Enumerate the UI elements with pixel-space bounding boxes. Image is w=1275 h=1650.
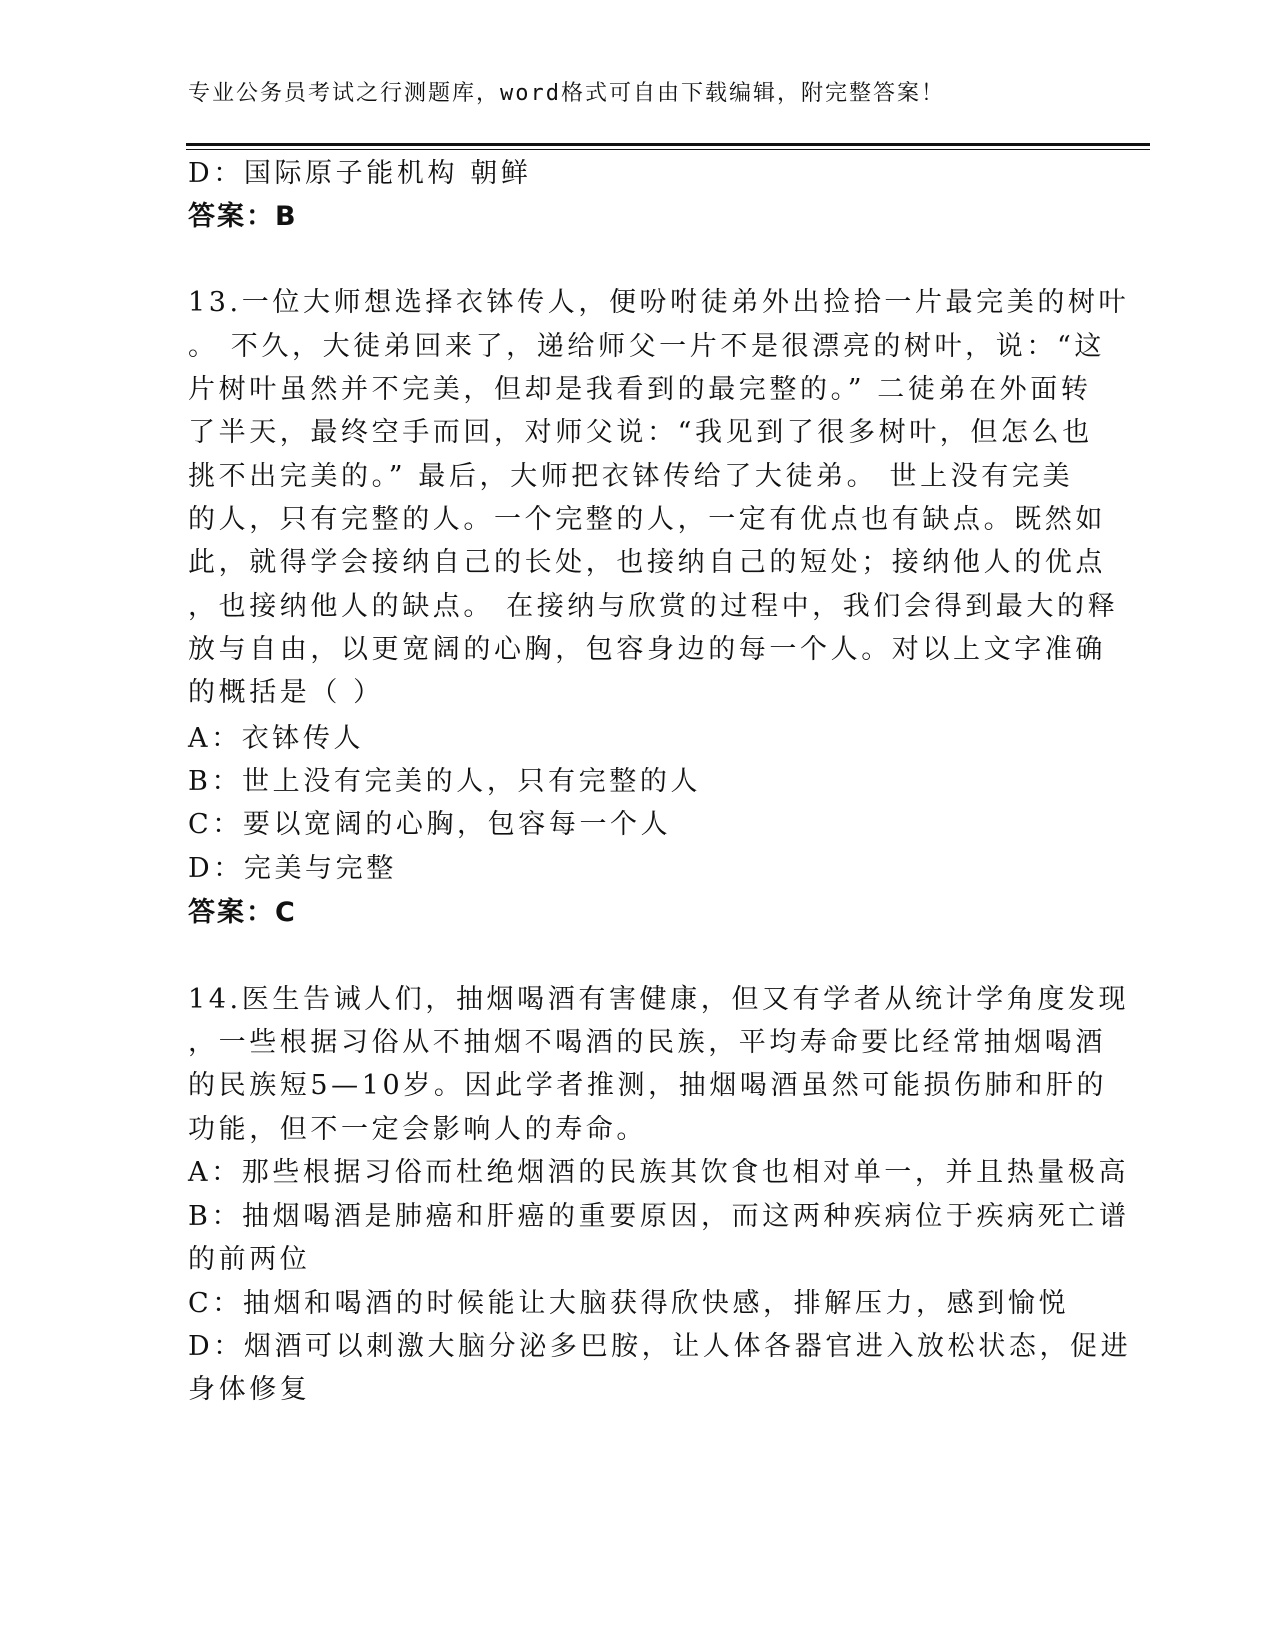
- q13-stem-line: 的概括是（ ）: [188, 677, 384, 708]
- q14-stem-line: ，一些根据习俗从不抽烟不喝酒的民族，平均寿命要比经常抽烟喝酒: [188, 1027, 1106, 1058]
- page-header: 专业公务员考试之行测题库，word格式可自由下载编辑，附完整答案！: [188, 81, 945, 106]
- q14-stem-line: 的民族短5—10岁。因此学者推测，抽烟喝酒虽然可能损伤肺和肝的: [188, 1070, 1108, 1101]
- q12-option-d: D：国际原子能机构 朝鲜: [188, 158, 532, 189]
- q13-option-d: D：完美与完整: [188, 853, 397, 884]
- q14-stem-line: 14.医生告诫人们，抽烟喝酒有害健康，但又有学者从统计学角度发现: [188, 984, 1130, 1015]
- q14-option-c: C：抽烟和喝酒的时候能让大脑获得欣快感，排解压力，感到愉悦: [188, 1288, 1070, 1319]
- q14-stem-line: 功能，但不一定会影响人的寿命。: [188, 1114, 647, 1145]
- q13-stem-line: 13.一位大师想选择衣钵传人，便吩咐徒弟外出捡拾一片最完美的树叶: [188, 287, 1130, 318]
- q14-option-a: A：那些根据习俗而杜绝烟酒的民族其饮食也相对单一，并且热量极高: [188, 1157, 1130, 1188]
- q14-option-b-cont: 的前两位: [188, 1244, 311, 1275]
- q13-stem-line: 放与自由，以更宽阔的心胸，包容身边的每一个人。对以上文字准确: [188, 634, 1106, 665]
- q13-option-a: A：衣钵传人: [188, 723, 365, 754]
- q13-stem-line: 了半天，最终空手而回，对师父说：“我见到了很多树叶，但怎么也: [188, 417, 1093, 448]
- q13-option-c: C：要以宽阔的心胸，包容每一个人: [188, 809, 672, 840]
- q13-stem-line: 的人，只有完整的人。一个完整的人，一定有优点也有缺点。既然如: [188, 504, 1106, 535]
- q13-stem-line: 此，就得学会接纳自己的长处，也接纳自己的短处；接纳他人的优点: [188, 547, 1106, 578]
- q13-stem-line: 。 不久，大徒弟回来了，递给师父一片不是很漂亮的树叶，说：“这: [188, 331, 1105, 362]
- q13-stem-line: 片树叶虽然并不完美，但却是我看到的最完整的。” 二徒弟在外面转: [188, 374, 1092, 405]
- q14-option-d-cont: 身体修复: [188, 1374, 311, 1405]
- q12-answer: 答案：B: [188, 201, 298, 232]
- q13-stem-line: 挑不出完美的。” 最后，大师把衣钵传给了大徒弟。 世上没有完美: [188, 461, 1074, 492]
- q13-answer: 答案：C: [188, 897, 297, 928]
- q14-option-b: B：抽烟喝酒是肺癌和肝癌的重要原因，而这两种疾病位于疾病死亡谱: [188, 1201, 1130, 1232]
- q13-option-b: B：世上没有完美的人，只有完整的人: [188, 766, 702, 797]
- header-rule-thin: [186, 149, 1150, 150]
- q13-stem-line: ，也接纳他人的缺点。 在接纳与欣赏的过程中，我们会得到最大的释: [188, 591, 1119, 622]
- q14-option-d: D：烟酒可以刺激大脑分泌多巴胺，让人体各器官进入放松状态，促进: [188, 1331, 1132, 1362]
- header-rule-thick: [186, 143, 1150, 146]
